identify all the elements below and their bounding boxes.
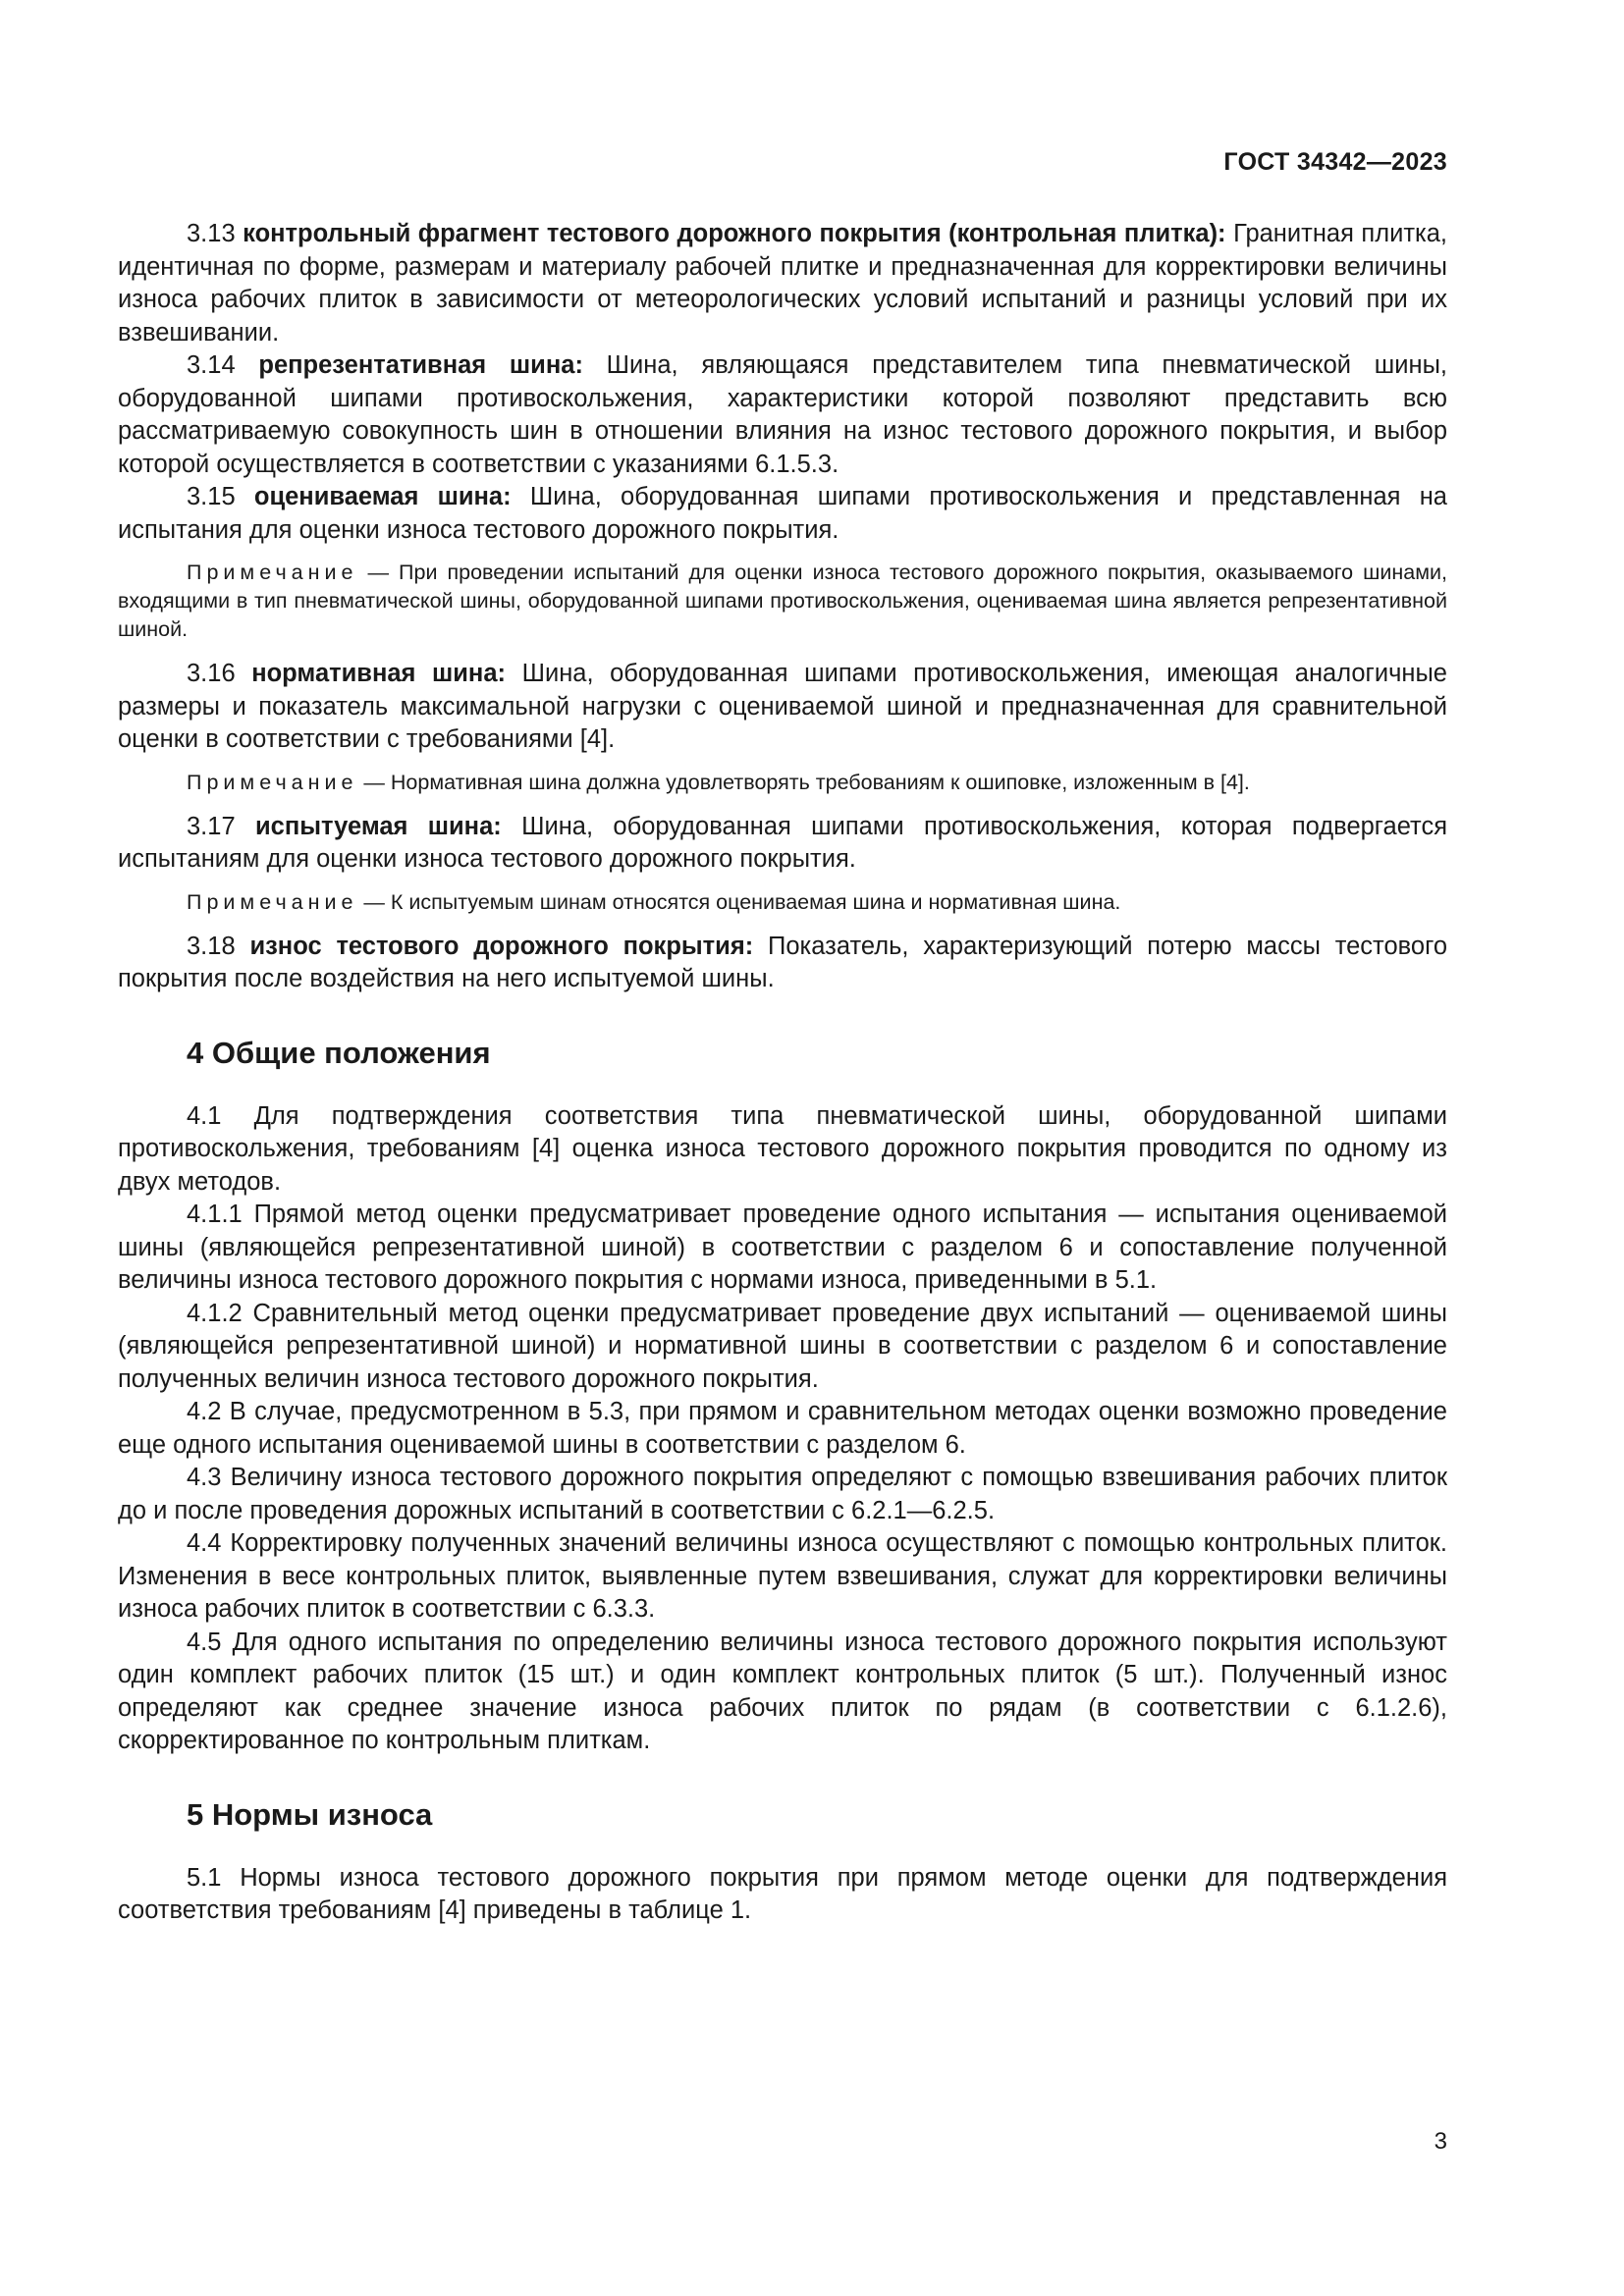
term: контрольный фрагмент тестового дорожного покрытия (контрольная плитка): bbox=[243, 220, 1226, 247]
document-id-header: ГОСТ 34342—2023 bbox=[1223, 148, 1447, 176]
clause-3-14 bbox=[118, 349, 1447, 481]
clause-3-17 bbox=[118, 811, 1447, 877]
definition: Гранитная плитка, идентичная по форме, размерам и материалу рабочей плитке и предназначенная для корректировки величины износа рабочих плиток в зависимости от метеорологических условий испытаний и разницы условий при их взвешивании. bbox=[118, 220, 1447, 347]
clause-4-5: 4.5 Для одного испытания по определению величины износа тестового дорожного покрытия используют один комплект рабочих плиток (15 шт.) и один комплект контрольных плиток (5 шт.). Полученный износ определяют как среднее значение износа рабочих плиток по рядам (в соответствии с 6.1.2.6), скорректированное по контрольным плиткам. bbox=[118, 1628, 1447, 1754]
note-3 bbox=[118, 888, 1447, 917]
clause-5-1: 5.1 Нормы износа тестового дорожного покрытия при прямом методе оценки для подтверждения соответствия требованиям [4] приведены в таблице 1. bbox=[118, 1863, 1447, 1924]
section-4-heading: 4 Общие положения bbox=[187, 1035, 491, 1070]
section-5-heading: 5 Нормы износа bbox=[187, 1796, 433, 1832]
term: оцениваемая шина: bbox=[253, 483, 512, 510]
clause-number: 3.18 bbox=[187, 932, 250, 960]
clause-4-2: 4.2 В случае, предусмотренном в 5.3, при прямом и сравнительном методах оценки возможно проведение еще одного испытания оцениваемой шины в соответствии с разделом 6. bbox=[118, 1398, 1447, 1459]
term: износ тестового дорожного покрытия: bbox=[249, 932, 754, 960]
definition: Шина, оборудованная шипами противоскольжения, которая подвергается испытаниям для оценки износа тестового дорожного покрытия. bbox=[118, 812, 1448, 873]
note-1 bbox=[118, 559, 1447, 644]
note-label: Примечание bbox=[187, 889, 358, 914]
clause-3-18 bbox=[118, 931, 1447, 996]
clause-4-3: 4.3 Величину износа тестового дорожного покрытия определяют с помощью взвешивания рабочих плиток до и после проведения дорожных испытаний в соответствии с 6.2.1—6.2.5. bbox=[118, 1464, 1447, 1524]
note-text: — К испытуемым шинам относятся оцениваемая шина и нормативная шина. bbox=[357, 889, 1121, 914]
clause-3-13 bbox=[118, 218, 1447, 349]
note-text: — Нормативная шина должна удовлетворять требованиям к ошиповке, изложенным в [4]. bbox=[357, 770, 1250, 794]
clause-4-1-1: 4.1.1 Прямой метод оценки предусматривает проведение одного испытания — испытания оцениваемой шины (являющейся репрезентативной шиной) в соответствии с разделом 6 и сопоставление полученной величины износа тестового дорожного покрытия с нормами износа, приведенными в 5.1. bbox=[118, 1201, 1447, 1294]
clause-number: 3.16 bbox=[187, 660, 252, 687]
page-number: 3 bbox=[1434, 2128, 1447, 2155]
clause-3-15 bbox=[118, 481, 1447, 547]
clause-4-1-2: 4.1.2 Сравнительный метод оценки предусматривает проведение двух испытаний — оцениваемой шины (являющейся репрезентативной шиной) и нормативной шины в соответствии с разделом 6 и сопоставление полученных величин износа тестового дорожного покрытия. bbox=[118, 1299, 1447, 1393]
note-label: Примечание bbox=[187, 770, 358, 794]
term: репрезентативная шина: bbox=[258, 351, 583, 379]
note-label: Примечание bbox=[187, 561, 358, 584]
term: испытуемая шина: bbox=[254, 812, 502, 840]
note-text: — При проведении испытаний для оценки износа тестового дорожного покрытия, оказываемого шинами, входящими в тип пневматической шины, оборудованной шипами противоскольжения, оцениваемая шина является репрезентативной шиной. bbox=[118, 561, 1447, 641]
definition: Шина, оборудованная шипами противоскольжения и представленная на испытания для оценки износа тестового дорожного покрытия. bbox=[118, 483, 1447, 544]
definition: Шина, оборудованная шипами противоскольжения, имеющая аналогичные размеры и показатель максимальной нагрузки с оцениваемой шиной и предназначенная для сравнительной оценки в соответствии с требованиями [4]. bbox=[118, 660, 1447, 753]
clause-4-4: 4.4 Корректировку полученных значений величины износа осуществляют с помощью контрольных плиток. Изменения в весе контрольных плиток, выявленные путем взвешивания, служат для корректировки величины износа рабочих плиток в соответствии с 6.3.3. bbox=[118, 1529, 1447, 1623]
document-body bbox=[118, 218, 1447, 1928]
clause-number: 3.14 bbox=[187, 351, 259, 379]
definition: Показатель, характеризующий потерю массы тестового покрытия после воздействия на него испытуемой шины. bbox=[118, 932, 1448, 992]
definition: Шина, являющаяся представителем типа пневматической шины, оборудованной шипами противоскольжения, характеристики которой позволяют представить всю рассматриваемую совокупность шин в отношении влияния на износ тестового дорожного покрытия, и выбор которой осуществляется в соответствии с указаниями 6.1.5.3. bbox=[118, 351, 1447, 478]
clause-4-1: 4.1 Для подтверждения соответствия типа пневматической шины, оборудованной шипами противоскольжения, требованиям [4] оценка износа тестового дорожного покрытия проводится по одному из двух методов. bbox=[118, 1101, 1447, 1196]
note-2 bbox=[118, 769, 1447, 797]
term: нормативная шина: bbox=[251, 660, 507, 687]
clause-3-16 bbox=[118, 658, 1447, 757]
clause-number: 3.13 bbox=[187, 220, 244, 247]
clause-number: 3.17 bbox=[187, 812, 255, 840]
clause-number: 3.15 bbox=[187, 483, 254, 510]
